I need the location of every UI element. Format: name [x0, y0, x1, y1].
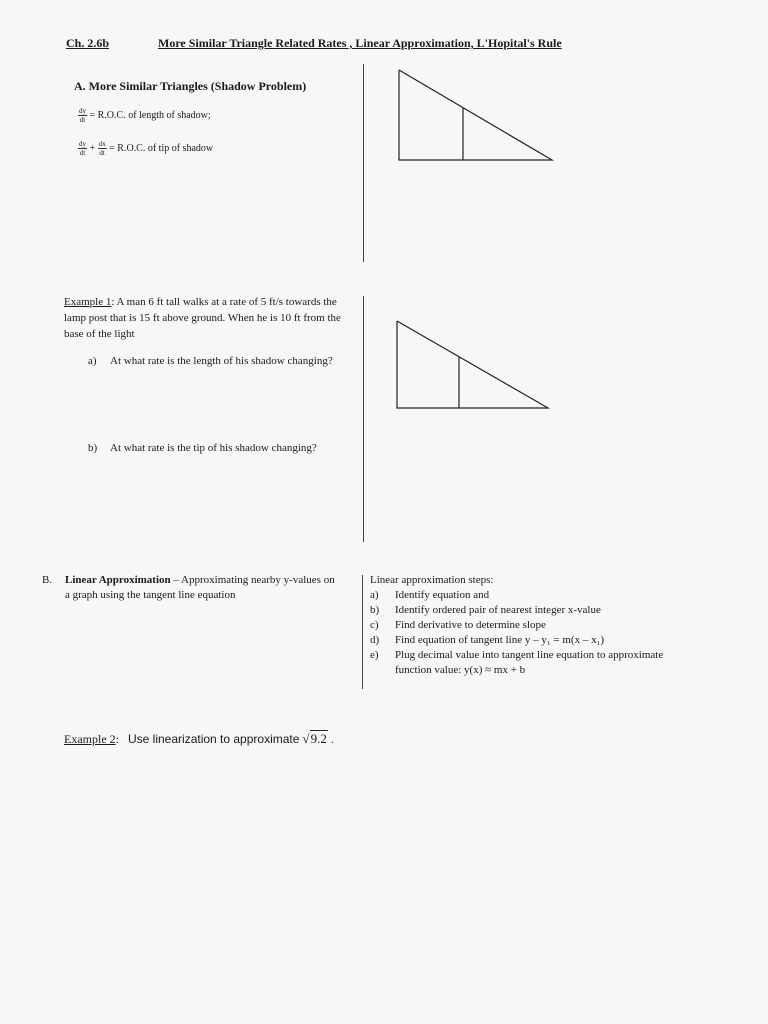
shadow-triangle-diagram-2: [388, 315, 558, 415]
step-item: a) Identify equation and: [370, 589, 490, 601]
example-2-problem: Example 2: Use linearization to approximate √9.2 .: [64, 731, 334, 746]
example-1-question-b: [88, 440, 358, 458]
section-b-title: Linear Approximation: [65, 574, 171, 586]
example-2-label: Example 2: [64, 732, 116, 746]
shadow-length-rate-equation: [78, 107, 211, 124]
example-1-problem: [64, 294, 354, 342]
column-divider-top: [363, 64, 364, 262]
step-item: e) Plug decimal value into tangent line equation to approximate function value: y(x) ≈ mx + b: [370, 649, 664, 676]
radical-sign: √: [302, 731, 310, 746]
step-item: b) Identify ordered pair of nearest integer x-value: [370, 604, 601, 616]
section-b-letter: B.: [42, 574, 53, 586]
steps-list: [370, 588, 670, 678]
column-divider-middle: [363, 296, 364, 542]
section-a-title: A. More Similar Triangles (Shadow Problem): [74, 79, 307, 93]
page-title: More Similar Triangle Related Rates , Linear Approximation, L'Hopital's Rule: [158, 36, 562, 50]
step-item: c) Find derivative to determine slope: [370, 619, 546, 631]
dy-dt-fraction: $\frac{dy}{dt}$: [79, 140, 86, 157]
example-2-text: Use linearization to approximate: [128, 732, 300, 746]
shadow-tip-rate-equation: [78, 140, 213, 157]
example-1-question-a: [88, 353, 348, 387]
section-b-description: – Approximating nearby y-values on a graph using the tangent line equation: [65, 574, 335, 601]
question-b-label: b): [88, 442, 98, 454]
dy-dt-fraction: $\frac{dy}{dt}$: [79, 107, 86, 124]
chapter-label: Ch. 2.6b: [66, 36, 110, 50]
linear-approximation-steps: [370, 573, 670, 678]
column-divider-bottom: [362, 575, 363, 689]
plus-sign: +: [89, 142, 96, 154]
question-a-text: At what rate is the length of his shadow changing?: [110, 355, 333, 367]
dx-dt-fraction: $\frac{dx}{dt}$: [98, 140, 106, 157]
question-b-text: At what rate is the tip of his shadow changing?: [110, 442, 317, 454]
example-1-label: Example 1: [64, 296, 112, 308]
radicand: 9.2: [310, 731, 327, 746]
shadow-triangle-diagram-1: [390, 66, 560, 166]
question-a-label: a): [88, 355, 97, 367]
square-root-expression: [302, 730, 327, 746]
step-item: d) Find equation of tangent line y – y₁ = m(x – x₁): [370, 634, 605, 646]
shadow-tip-rate-text: = R.O.C. of tip of shadow: [109, 142, 214, 154]
page-header: [66, 36, 562, 51]
example-1-text: : A man 6 ft tall walks at a rate of 5 ft/s towards the lamp post that is 15 ft above ground. When he is 10 ft from the base of the light: [64, 296, 341, 340]
section-b-definition: [65, 573, 340, 603]
shadow-length-rate-text: = R.O.C. of length of shadow;: [89, 109, 211, 121]
steps-title: Linear approximation steps:: [370, 574, 494, 586]
